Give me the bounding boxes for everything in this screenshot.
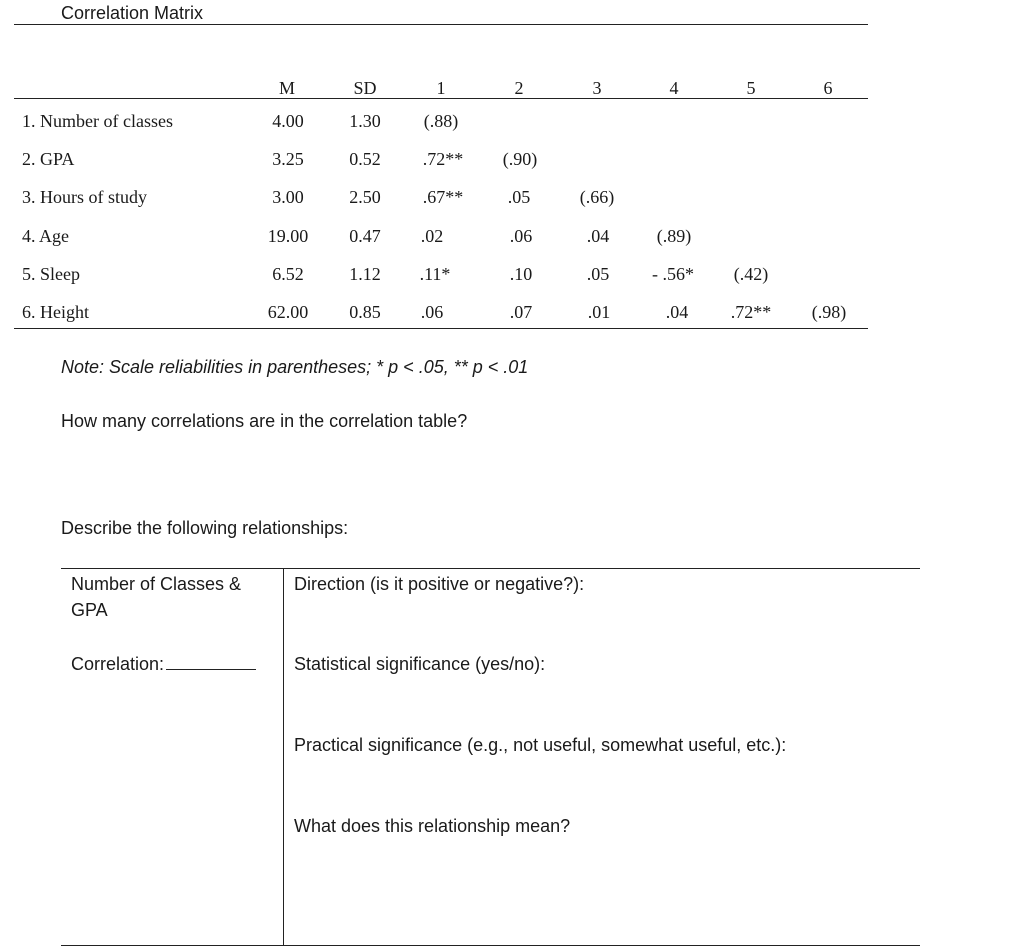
row-label: 2. GPA bbox=[22, 149, 75, 169]
column-header-3: 3 bbox=[592, 78, 602, 98]
correlation-label: Correlation: bbox=[71, 654, 165, 674]
table-cell: .07 bbox=[509, 302, 533, 322]
box-top-rule bbox=[61, 568, 920, 569]
column-header-2: 2 bbox=[514, 78, 524, 98]
table-cell: (.98) bbox=[811, 302, 847, 322]
correlation-blank[interactable] bbox=[166, 651, 256, 670]
table-cell: (.89) bbox=[656, 226, 692, 246]
row-label: 3. Hours of study bbox=[22, 187, 147, 207]
row-label: 1. Number of classes bbox=[22, 111, 173, 131]
table-note: Note: Scale reliabilities in parentheses; * p < .05, ** p < .01 bbox=[61, 357, 529, 377]
direction-prompt: Direction (is it positive or negative?): bbox=[294, 574, 585, 594]
describe-heading: Describe the following relationships: bbox=[61, 518, 349, 538]
box-bottom-rule bbox=[61, 945, 920, 946]
table-top-rule bbox=[14, 98, 868, 99]
table-cell: 0.85 bbox=[349, 302, 381, 322]
column-header-4: 4 bbox=[669, 78, 679, 98]
table-cell: .02 bbox=[420, 226, 444, 246]
table-bottom-rule bbox=[14, 328, 868, 329]
column-header-1: 1 bbox=[436, 78, 446, 98]
table-cell: (.88) bbox=[423, 111, 459, 131]
table-cell: 19.00 bbox=[267, 226, 309, 246]
table-cell: 1.12 bbox=[349, 264, 381, 284]
table-cell: .06 bbox=[509, 226, 533, 246]
column-header-5: 5 bbox=[746, 78, 756, 98]
table-cell: 3.25 bbox=[272, 149, 304, 169]
correlation-field bbox=[71, 651, 256, 677]
title-rule bbox=[14, 24, 868, 25]
statistical-significance-prompt: Statistical significance (yes/no): bbox=[294, 654, 546, 674]
table-cell: .67** bbox=[422, 187, 464, 207]
table-cell: .04 bbox=[665, 302, 689, 322]
table-cell: - .56* bbox=[652, 264, 694, 284]
relationship-pair: Number of Classes & GPA bbox=[71, 574, 242, 620]
table-cell: (.42) bbox=[733, 264, 769, 284]
practical-significance-prompt: Practical significance (e.g., not useful, somewhat useful, etc.): bbox=[294, 735, 787, 755]
column-header-sd: SD bbox=[353, 78, 377, 98]
row-label: 4. Age bbox=[22, 226, 69, 246]
table-cell: .06 bbox=[420, 302, 444, 322]
question-text: How many correlations are in the correlation table? bbox=[61, 411, 468, 431]
table-cell: .10 bbox=[509, 264, 533, 284]
table-cell: .72** bbox=[730, 302, 772, 322]
table-cell: 62.00 bbox=[267, 302, 309, 322]
table-cell: 3.00 bbox=[272, 187, 304, 207]
table-cell: .72** bbox=[422, 149, 464, 169]
box-divider bbox=[283, 568, 284, 945]
meaning-prompt: What does this relationship mean? bbox=[294, 816, 571, 836]
table-cell: 2.50 bbox=[349, 187, 381, 207]
table-cell: .11* bbox=[419, 264, 451, 284]
column-header-6: 6 bbox=[823, 78, 833, 98]
section-title: Correlation Matrix bbox=[61, 3, 204, 23]
table-cell: .04 bbox=[586, 226, 610, 246]
table-cell: 0.47 bbox=[349, 226, 381, 246]
row-label: 5. Sleep bbox=[22, 264, 80, 284]
table-cell: (.90) bbox=[502, 149, 538, 169]
row-label: 6. Height bbox=[22, 302, 89, 322]
table-cell: 1.30 bbox=[349, 111, 381, 131]
table-cell: .05 bbox=[586, 264, 610, 284]
table-cell: .01 bbox=[587, 302, 611, 322]
table-cell: 4.00 bbox=[272, 111, 304, 131]
table-cell: 6.52 bbox=[272, 264, 304, 284]
table-cell: 0.52 bbox=[349, 149, 381, 169]
column-header-m: M bbox=[278, 78, 296, 98]
table-cell: .05 bbox=[507, 187, 531, 207]
table-cell: (.66) bbox=[579, 187, 615, 207]
